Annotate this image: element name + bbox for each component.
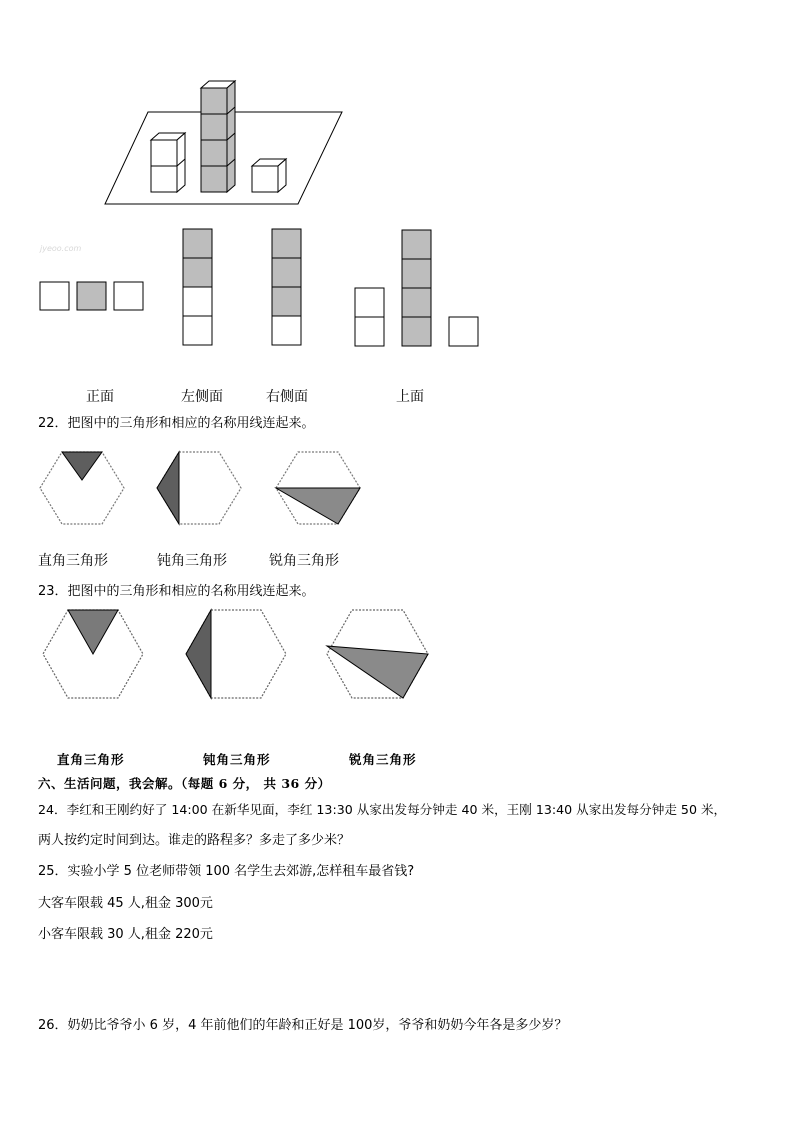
top-view-option xyxy=(355,230,478,346)
q22-name-right-triangle: 直角三角形 xyxy=(38,553,108,569)
view-label-front: 正面 xyxy=(86,389,114,405)
section-6-heading: 六、生活问题，我会解。（每题 6 分， 共 36 分） xyxy=(38,776,331,791)
q23-name-right-triangle: 直角三角形 xyxy=(57,752,125,767)
cube-stack-left xyxy=(151,133,185,192)
right-side-view-option xyxy=(272,229,301,345)
cube-arrangement-figure xyxy=(0,0,794,220)
watermark: jyeoo.com xyxy=(40,244,82,253)
q22-hexagon-figures xyxy=(0,440,794,540)
q22-hexagon-acute-triangle xyxy=(276,452,360,524)
cube-single-right xyxy=(252,159,286,192)
view-label-left: 左侧面 xyxy=(181,389,223,405)
q26-line1: 26．奶奶比爷爷小 6 岁，4 年前他们的年龄和正好是 100岁，爷爷和奶奶今年各是多少岁？ xyxy=(38,1018,568,1033)
q23-prompt: 23．把图中的三角形和相应的名称用线连起来。 xyxy=(38,584,315,599)
q22-hexagon-obtuse-triangle xyxy=(157,452,241,524)
q22-name-obtuse-triangle: 钝角三角形 xyxy=(157,553,227,569)
view-options-figure xyxy=(0,220,794,360)
q23-hexagon-figures xyxy=(0,605,794,705)
q25-line2: 大客车限载 45 人,租金 300元 xyxy=(38,896,213,911)
q25-line1: 25．实验小学 5 位老师带领 100 名学生去郊游,怎样租车最省钱? xyxy=(38,864,415,879)
q23-name-obtuse-triangle: 钝角三角形 xyxy=(203,752,271,767)
q23-hexagon-acute-triangle xyxy=(327,610,428,698)
view-label-right: 右侧面 xyxy=(266,389,308,405)
q23-hexagon-obtuse-triangle xyxy=(186,610,286,698)
q24-line1: 24．李红和王刚约好了 14:00 在新华见面，李红 13:30 从家出发每分钟走 40 米，王刚 13:40 从家出发每分钟走 50 米， xyxy=(38,802,727,817)
q22-prompt: 22．把图中的三角形和相应的名称用线连起来。 xyxy=(38,416,315,431)
cube-stack-middle xyxy=(201,81,235,192)
q25-line3: 小客车限载 30 人,租金 220元 xyxy=(38,927,213,942)
view-label-top: 上面 xyxy=(396,389,424,405)
q22-name-acute-triangle: 锐角三角形 xyxy=(269,553,339,569)
front-view-option xyxy=(40,282,143,310)
q22-hexagon-right-triangle xyxy=(40,452,124,524)
q23-hexagon-right-triangle xyxy=(43,610,143,698)
q23-name-acute-triangle: 锐角三角形 xyxy=(349,752,417,767)
left-side-view-option xyxy=(183,229,212,345)
q24-line2: 两人按约定时间到达。谁走的路程多？多走了多少米？ xyxy=(38,833,351,848)
